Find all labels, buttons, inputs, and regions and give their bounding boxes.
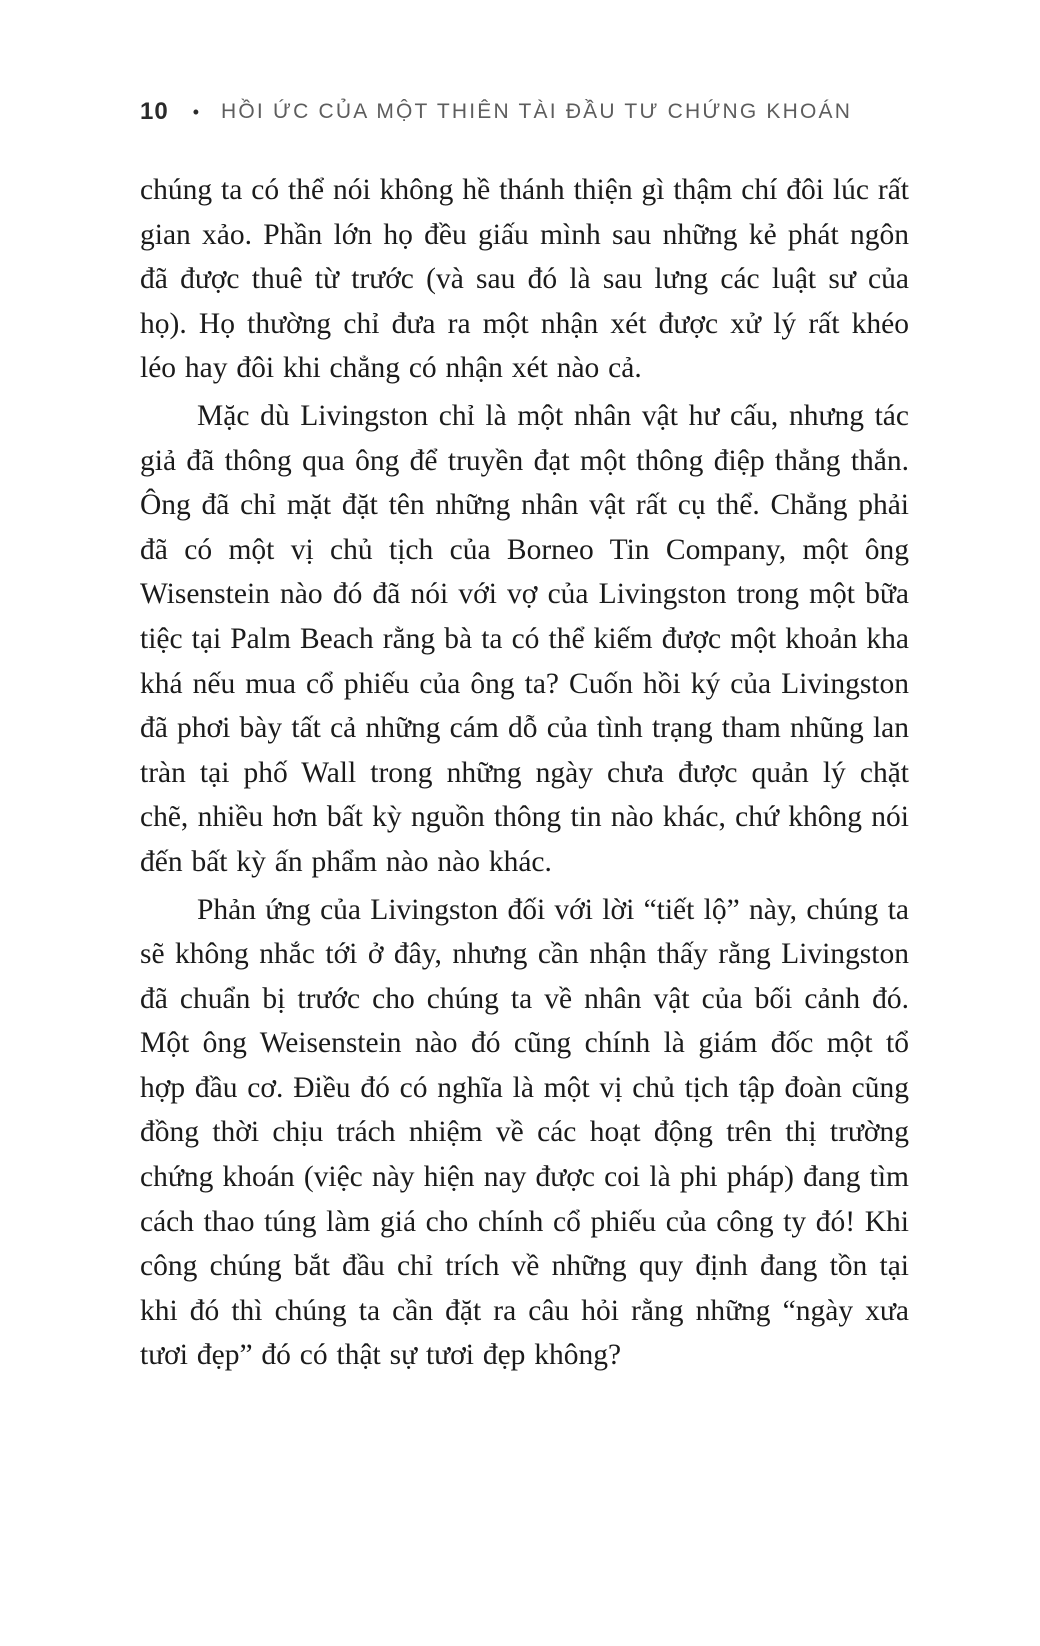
page-number: 10: [140, 98, 169, 125]
body-text: [140, 168, 909, 1381]
bullet-separator-icon: •: [192, 102, 200, 122]
body-paragraph: Mặc dù Livingston chỉ là một nhân vật hư cấu, nhưng tác giả đã thông qua ông để truyền đạt một thông điệp thẳng thắn. Ông đã chỉ mặt đặt tên những nhân vật rất cụ thể. Chẳng phải đã có một vị chủ tịch của Borneo Tin Company, một ông Wisenstein nào đó đã nói với vợ của Livingston trong một bữa tiệc tại Palm Beach rằng bà ta có thể kiếm được một khoản kha khá nếu mua cổ phiếu của ông ta? Cuốn hồi ký của Livingston đã phơi bày tất cả những cám dỗ của tình trạng tham nhũng lan tràn tại phố Wall trong những ngày chưa được quản lý chặt chẽ, nhiều hơn bất kỳ nguồn thông tin nào khác, chứ không nói đến bất kỳ ấn phẩm nào nào khác.: [140, 399, 909, 878]
running-header: [140, 98, 910, 126]
running-title: HỒI ỨC CỦA MỘT THIÊN TÀI ĐẦU TƯ CHỨNG KHOÁN: [221, 100, 853, 123]
body-paragraph: Phản ứng của Livingston đối với lời “tiết lộ” này, chúng ta sẽ không nhắc tới ở đây, nhưng cần nhận thấy rằng Livingston đã chuẩn bị trước cho chúng ta về nhân vật của bối cảnh đó. Một ông Weisenstein nào đó cũng chính là giám đốc một tổ hợp đầu cơ. Điều đó có nghĩa là một vị chủ tịch tập đoàn cũng đồng thời chịu trách nhiệm về các hoạt động trên thị trường chứng khoán (việc này hiện nay được coi là phi pháp) đang tìm cách thao túng làm giá cho chính cổ phiếu của công ty đó! Khi công chúng bắt đầu chỉ trích về những quy định đang tồn tại khi đó thì chúng ta cần đặt ra câu hỏi rằng những “ngày xưa tươi đẹp” đó có thật sự tươi đẹp không?: [140, 893, 909, 1372]
body-paragraph: chúng ta có thể nói không hề thánh thiện gì thậm chí đôi lúc rất gian xảo. Phần lớn họ đều giấu mình sau những kẻ phát ngôn đã được thuê từ trước (và sau đó là sau lưng các luật sư của họ). Họ thường chỉ đưa ra một nhận xét được xử lý rất khéo léo hay đôi khi chẳng có nhận xét nào cả.: [140, 174, 909, 385]
